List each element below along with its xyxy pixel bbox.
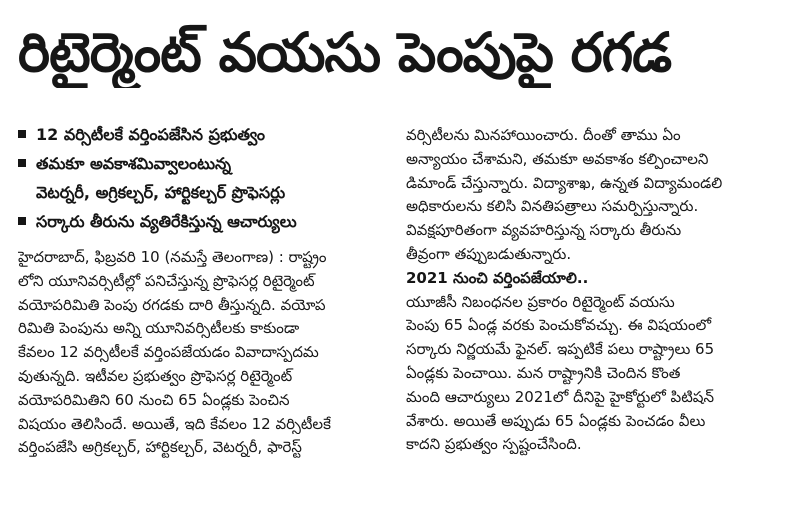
- body-line: తీవ్రంగా తప్పుబడుతున్నారు.: [406, 244, 572, 263]
- body-line: వుతున్నది. ఇటీవల ప్రభుత్వం ప్రొఫెసర్ల రిటైర్మెంట్: [18, 366, 293, 385]
- body-line: లోని యూనివర్సిటీల్లో పనిచేస్తున్న ప్రొఫెసర్ల రిటైర్మెంట్: [18, 271, 315, 290]
- headline: రిటైర్మెంట్ వయసు పెంపుపై రగడ: [18, 21, 672, 84]
- square-bullet-icon: [18, 217, 26, 225]
- square-bullet-icon: [18, 159, 26, 167]
- bullet-2-continuation: [18, 178, 394, 207]
- right-column: [406, 124, 790, 457]
- bullet-text: వెటర్నరీ, అగ్రికల్చర్, హార్టికల్చర్ ప్రొఫెసర్లు: [36, 183, 286, 202]
- left-column: [18, 120, 394, 460]
- body-line: యూజీసీ నిబంధనల ప్రకారం రిటైర్మెంట్ వయసు: [406, 292, 675, 311]
- left-body: [18, 246, 394, 460]
- bullet-text: తమకూ అవకాశమివ్వాలంటున్న: [36, 154, 232, 173]
- right-body-intro: [406, 124, 790, 267]
- body-line: వర్తింపజేసి అగ్రికల్చర్, హార్టికల్చర్, వెటర్నరీ, ఫారెస్ట్: [18, 438, 302, 457]
- body-line: ఏండ్లకు పెంచాయి. మన రాష్ట్రానికి చెందిన కొంత: [406, 363, 681, 382]
- body-line: రిమితి పెంపును అన్ని యూనివర్సిటీలకు కాకుండా: [18, 319, 300, 338]
- body-line: కేవలం 12 వర్సిటీలకే వర్తింపజేయడం వివాదాస్పదమ: [18, 343, 319, 362]
- bullet-2: [18, 149, 394, 178]
- section-subheading: 2021 నుంచి వర్తింపజేయాలి..: [406, 268, 589, 287]
- body-line: వేశారు. అయితే అప్పుడు 65 ఏండ్లకు పెంచడం వీలు: [406, 411, 706, 430]
- bullet-text: సర్కారు తీరును వ్యతిరేకిస్తున్న ఆచార్యులు: [36, 212, 297, 231]
- body-line: వయోపరిమితిని 60 నుంచి 65 ఏండ్లకు పెంచిన: [18, 390, 290, 409]
- square-bullet-icon: [18, 130, 26, 138]
- body-line: విషయం తెలిసిందే. అయితే, ఇది కేవలం 12 వర్సిటీలకే: [18, 414, 331, 433]
- right-body-section: [406, 291, 790, 458]
- body-line: వర్సిటీలను మినహాయించారు. దీంతో తాము ఏం: [406, 126, 681, 144]
- body-line: సర్కారు నిర్ణయమే ఫైనల్. ఇప్పటికే పలు రాష్ట్రాలు 65: [406, 340, 715, 359]
- body-line: అన్యాయం చేశామని, తమకూ అవకాశం కల్పించాలని: [406, 149, 709, 168]
- body-line: పెంపు 65 ఏండ్ల వరకు పెంచుకోవచ్చు. ఈ విషయంలో: [406, 316, 712, 335]
- body-line: డిమాండ్ చేస్తున్నారు. విద్యాశాఖ, ఉన్నత విద్యామండలి: [406, 173, 723, 192]
- body-line: హైదరాబాద్, ఫిబ్రవరి 10 (నమస్తే తెలంగాణ) : రాష్ట్రం: [18, 248, 327, 266]
- bullet-1: [18, 120, 394, 149]
- body-line: కాదని ప్రభుత్వం స్పష్టంచేసింది.: [406, 435, 582, 454]
- body-line: మంది ఆచార్యులు 2021లో దీనిపై హైకోర్టులో పిటిషన్: [406, 387, 715, 406]
- bullet-text: 12 వర్సిటీలకే వర్తింపజేసిన ప్రభుత్వం: [36, 125, 265, 144]
- bullet-3: [18, 207, 394, 236]
- body-line: అధికారులను కలిసి వినతిపత్రాలు సమర్పిస్తున్నారు.: [406, 197, 699, 216]
- body-line: వయోపరిమితి పెంపు రగడకు దారి తీస్తున్నది. వయోప: [18, 295, 326, 314]
- highlight-bullets: [18, 120, 394, 236]
- body-line: వివక్షపూరితంగా వ్యవహరిస్తున్న సర్కారు తీరును: [406, 221, 682, 240]
